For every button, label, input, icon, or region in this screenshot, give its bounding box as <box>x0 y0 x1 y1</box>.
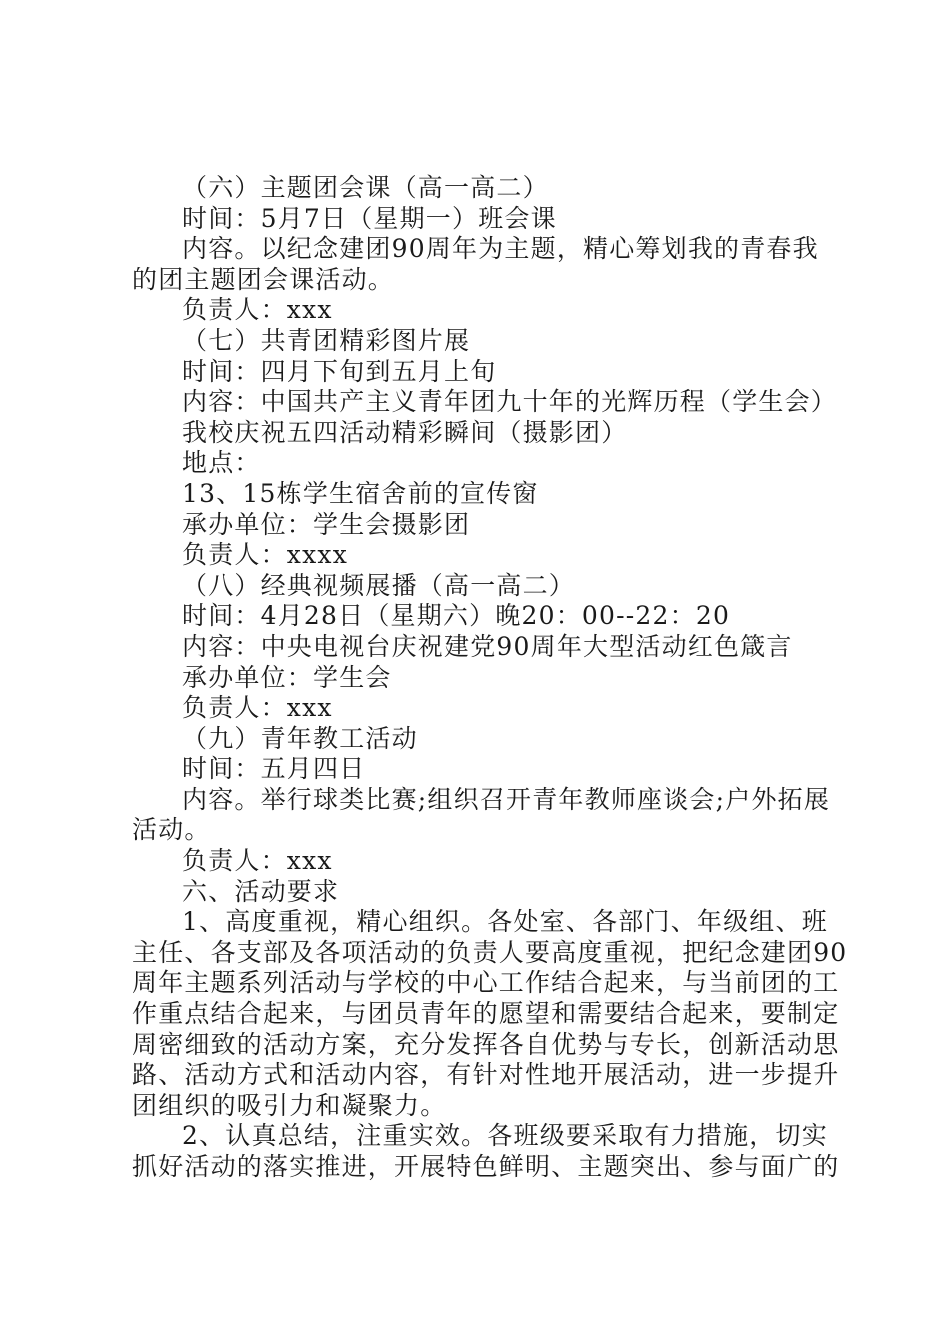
section-heading-7: （七）共青团精彩图片展 <box>182 325 471 355</box>
content-line-continued: 活动。 <box>132 815 211 845</box>
paragraph-line: 周密细致的活动方案，充分发挥各自优势与专长，创新活动思 <box>132 1029 840 1059</box>
paragraph-line: 团组织的吸引力和凝聚力。 <box>132 1090 447 1120</box>
content-line: 内容：中国共产主义青年团九十年的光辉历程（学生会） <box>182 387 838 417</box>
location-line: 13、15栋学生宿舍前的宣传窗 <box>182 478 539 508</box>
organizer-line: 承办单位：学生会摄影团 <box>182 509 471 539</box>
time-line: 时间：五月四日 <box>182 754 366 784</box>
responsible-person-line: 负责人：xxx <box>182 295 333 325</box>
time-line: 时间：4月28日（星期六）晚20：00--22：20 <box>182 601 731 631</box>
responsible-person-line: 负责人：xxxx <box>182 540 348 570</box>
content-line: 内容。举行球类比赛;组织召开青年教师座谈会;户外拓展 <box>182 784 831 814</box>
paragraph-line: 作重点结合起来，与团员青年的愿望和需要结合起来，要制定 <box>132 999 840 1029</box>
paragraph-line: 路、活动方式和活动内容，有针对性地开展活动，进一步提升 <box>132 1060 840 1090</box>
paragraph-line: 2、认真总结，注重实效。各班级要采取有力措施，切实 <box>182 1121 828 1151</box>
section-heading-6: （六）主题团会课（高一高二） <box>182 173 549 202</box>
content-line-continued: 的团主题团会课活动。 <box>132 264 395 294</box>
responsible-person-line: 负责人：xxx <box>182 846 333 876</box>
section-heading-9: （九）青年教工活动 <box>182 723 418 753</box>
section-heading-8: （八）经典视频展播（高一高二） <box>182 570 576 600</box>
paragraph-line: 主任、各支部及各项活动的负责人要高度重视，把纪念建团90 <box>132 937 848 967</box>
paragraph-line: 1、高度重视，精心组织。各处室、各部门、年级组、班 <box>182 907 828 937</box>
paragraph-line: 周年主题系列活动与学校的中心工作结合起来，与当前团的工 <box>132 968 840 998</box>
chapter-heading-requirements: 六、活动要求 <box>182 876 340 906</box>
content-line: 内容：中央电视台庆祝建党90周年大型活动红色箴言 <box>182 631 793 661</box>
content-line: 我校庆祝五四活动精彩瞬间（摄影团） <box>182 417 628 447</box>
time-line: 时间：5月7日（星期一）班会课 <box>182 203 557 233</box>
location-label: 地点： <box>182 448 261 478</box>
time-line: 时间：四月下旬到五月上旬 <box>182 356 497 386</box>
content-line: 内容。以纪念建团90周年为主题，精心筹划我的青春我 <box>182 234 819 264</box>
document-page <box>132 173 848 1183</box>
responsible-person-line: 负责人：xxx <box>182 693 333 723</box>
organizer-line: 承办单位：学生会 <box>182 662 392 692</box>
paragraph-line: 抓好活动的落实推进，开展特色鲜明、主题突出、参与面广的 <box>132 1152 840 1181</box>
